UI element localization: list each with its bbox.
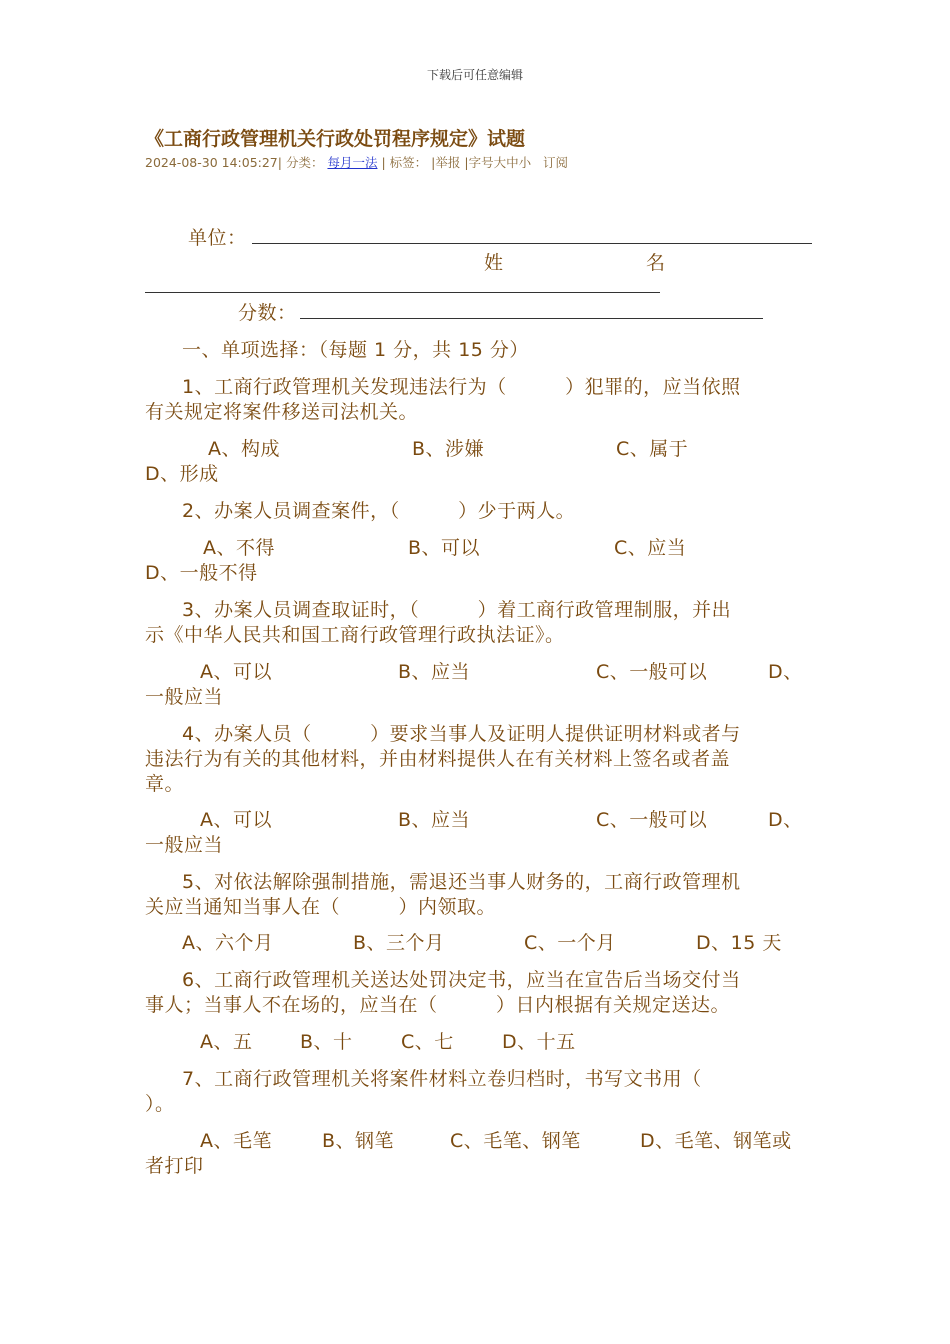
q1-option-d: D、形成 (145, 463, 219, 485)
page-title: 《工商行政管理机关行政处罚程序规定》试题 (145, 128, 526, 150)
q7-option-b: B、钢笔 (322, 1130, 395, 1152)
question-7-line-2: ）。 (145, 1093, 175, 1115)
question-4-line-2: 违法行为有关的其他材料，并由材料提供人在有关材料上签名或者盖 (145, 748, 731, 770)
q3-option-b: B、应当 (398, 661, 471, 683)
q6-option-b: B、十 (300, 1031, 353, 1053)
tags-label: 标签： (389, 155, 428, 170)
score-underline (300, 318, 763, 319)
q1-option-c: C、属于 (616, 438, 689, 460)
report-link[interactable]: |举报 (431, 155, 461, 170)
subscribe-link[interactable]: 订阅 (543, 155, 569, 170)
q3-option-d: D、 (768, 661, 803, 683)
question-1-line-2: 有关规定将案件移送司法机关。 (145, 401, 419, 423)
name-label-char2: 名 (646, 252, 666, 274)
q3-option-c: C、一般可以 (596, 661, 708, 683)
question-5-line-1: 5、对依法解除强制措施，需退还当事人财务的，工商行政管理机 (182, 871, 741, 893)
q5-option-d: D、15 天 (696, 932, 782, 954)
q1-option-b: B、涉嫌 (412, 438, 485, 460)
q5-option-b: B、三个月 (353, 932, 445, 954)
q6-option-c: C、七 (401, 1031, 454, 1053)
font-size-control[interactable]: |字号大中小 (464, 155, 532, 170)
q7-option-d: D、毛笔、钢笔或 (640, 1130, 792, 1152)
q4-option-d-tail: 一般应当 (145, 834, 224, 856)
q2-option-c: C、应当 (614, 537, 687, 559)
question-6-line-2: 事人；当事人不在场的，应当在（ ）日内根据有关规定送达。 (145, 994, 731, 1016)
unit-underline (252, 243, 812, 244)
unit-label: 单位： (188, 227, 247, 249)
q4-option-d: D、 (768, 809, 803, 831)
score-label: 分数： (238, 302, 297, 324)
q4-option-a: A、可以 (200, 809, 272, 831)
post-meta (145, 153, 568, 171)
q4-option-c: C、一般可以 (596, 809, 708, 831)
q7-option-c: C、毛笔、钢笔 (450, 1130, 581, 1152)
question-4-line-3: 章。 (145, 773, 185, 795)
q7-option-a: A、毛笔 (200, 1130, 272, 1152)
category-link[interactable]: 每月一法 (327, 155, 378, 170)
q4-option-b: B、应当 (398, 809, 471, 831)
question-4-line-1: 4、办案人员（ ）要求当事人及证明人提供证明材料或者与 (182, 723, 741, 745)
name-label-char1: 姓 (484, 252, 504, 274)
post-datetime: 2024-08-30 14:05:27| (145, 155, 282, 170)
question-7-line-1: 7、工商行政管理机关将案件材料立卷归档时，书写文书用（ (182, 1068, 702, 1090)
q5-option-a: A、六个月 (182, 932, 274, 954)
q7-option-d-tail: 者打印 (145, 1155, 204, 1177)
q2-option-a: A、不得 (203, 537, 275, 559)
q6-option-a: A、五 (200, 1031, 253, 1053)
question-3-line-1: 3、办案人员调查取证时，（ ）着工商行政管理制服，并出 (182, 599, 732, 621)
question-1-line-1: 1、工商行政管理机关发现违法行为（ ）犯罪的，应当依照 (182, 376, 741, 398)
category-label: 分类： (285, 155, 324, 170)
q1-option-a: A、构成 (208, 438, 280, 460)
section-heading: 一、单项选择：（每题 1 分，共 15 分） (182, 339, 529, 361)
q3-option-a: A、可以 (200, 661, 272, 683)
header-note: 下载后可任意编辑 (426, 68, 523, 82)
meta-separator: | (381, 155, 386, 170)
name-underline (145, 292, 660, 293)
question-2-line-1: 2、办案人员调查案件，（ ）少于两人。 (182, 500, 576, 522)
q2-option-d: D、一般不得 (145, 562, 258, 584)
q5-option-c: C、一个月 (524, 932, 616, 954)
question-3-line-2: 示《中华人民共和国工商行政管理行政执法证》。 (145, 624, 565, 646)
q3-option-d-tail: 一般应当 (145, 686, 224, 708)
q2-option-b: B、可以 (408, 537, 481, 559)
q6-option-d: D、十五 (502, 1031, 576, 1053)
question-6-line-1: 6、工商行政管理机关送达处罚决定书，应当在宣告后当场交付当 (182, 969, 741, 991)
question-5-line-2: 关应当通知当事人在（ ）内领取。 (145, 896, 497, 918)
